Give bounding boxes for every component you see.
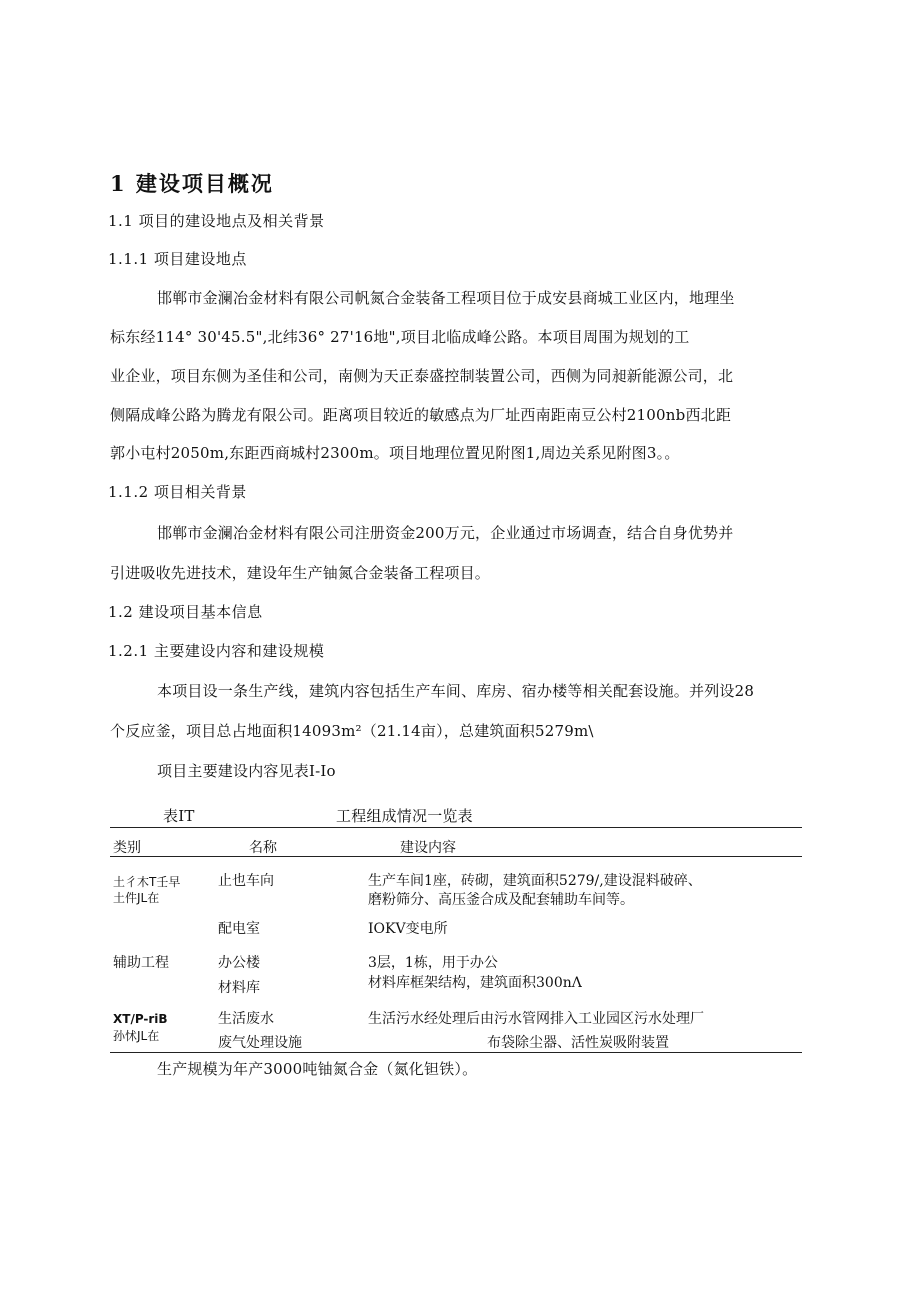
- row-production-workshop-content-2: 磨粉筛分、高压釜合成及配套辅助车间等。: [368, 892, 634, 908]
- para1-line1: 邯郸市金澜冶金材料有限公司帆氮合金装备工程项目位于成安县商城工业区内，地理坐: [157, 289, 735, 307]
- row-production-workshop-content-1: 生产车间1座，砖砌，建筑面积5279/,建设混料破碎、: [368, 873, 702, 889]
- table-header-content: 建设内容: [400, 840, 456, 856]
- category-environmental-line1: XT/P-riB: [113, 1012, 168, 1026]
- category-main-line2: 土件JL在: [113, 891, 160, 905]
- category-auxiliary: 辅助工程: [113, 955, 169, 971]
- para2-line1: 邯郸市金澜冶金材料有限公司注册资金200万元，企业通过市场调查，结合自身优势并: [157, 524, 734, 542]
- section-1-1: 1.1 项目的建设地点及相关背景: [108, 212, 325, 230]
- table-header-name: 名称: [249, 840, 277, 856]
- para1-line3: 业企业，项目东侧为圣佳和公司，南侧为天正泰盛控制装置公司，西侧为同昶新能源公司，北: [110, 367, 734, 385]
- section-1-1-2: 1.1.2 项目相关背景: [108, 483, 247, 501]
- section-1-1-1: 1.1.1 项目建设地点: [108, 250, 247, 268]
- table-caption-title: 工程组成情况一览表: [336, 807, 473, 825]
- para2-line2: 引进吸收先进技术，建设年生产铀氮合金装备工程项目。: [110, 564, 491, 582]
- table-header-category: 类别: [113, 840, 141, 856]
- para1-line4: 侧隔成峰公路为腾龙有限公司。距离项目较近的敏感点为厂址西南距南豆公村2100nb西北距: [110, 406, 732, 424]
- row-office-content: 3层，1栋，用于办公: [368, 955, 498, 971]
- para5: 生产规模为年产3000吨铀氮合金（氮化钽铁）。: [157, 1060, 478, 1078]
- row-office-name: 办公楼: [218, 955, 260, 971]
- para3-line2: 个反应釜，项目总占地面积14093m²（21.14亩），总建筑面积5279m\: [110, 722, 594, 740]
- row-wastewater-name: 生活废水: [218, 1011, 274, 1027]
- table-header-rule: [110, 856, 802, 857]
- row-material-store-name: 材料库: [218, 980, 260, 996]
- row-exhaust-content: 布袋除尘器、活性炭吸附装置: [487, 1035, 669, 1051]
- table-bottom-rule: [110, 1052, 802, 1053]
- para4: 项目主要建设内容见表I-Io: [157, 762, 336, 780]
- category-main-line1: 土彳木T壬早: [113, 875, 181, 889]
- category-environmental-line2: 孙怵JL在: [113, 1029, 160, 1043]
- para1-line2: 标东经114° 30'45.5",北纬36° 27'16地",项目北临成峰公路。本项目周围为规划的工: [110, 328, 690, 346]
- row-exhaust-name: 废气处理设施: [218, 1035, 302, 1051]
- para1-line5: 郭小屯村2050m,东距西商城村2300m。项目地理位置见附图1,周边关系见附图3。。: [110, 444, 680, 462]
- row-material-store-content: 材料库框架结构，建筑面积300nΛ: [368, 975, 582, 991]
- section-1-2-1: 1.2.1 主要建设内容和建设规模: [108, 642, 325, 660]
- table-caption-number: 表IT: [163, 807, 195, 825]
- chapter-heading: 1 建设项目概况: [110, 171, 274, 196]
- table-top-rule: [110, 827, 802, 828]
- row-power-room-content: IOKV变电所: [368, 921, 448, 937]
- row-power-room-name: 配电室: [218, 921, 260, 937]
- row-production-workshop-name: 止也车向: [218, 873, 274, 889]
- row-wastewater-content: 生活污水经处理后由污水管网排入工业园区污水处理厂: [368, 1011, 704, 1027]
- para3-line1: 本项目设一条生产线，建筑内容包括生产车间、库房、宿办楼等相关配套设施。并列设28: [157, 682, 755, 700]
- section-1-2: 1.2 建设项目基本信息: [108, 603, 263, 621]
